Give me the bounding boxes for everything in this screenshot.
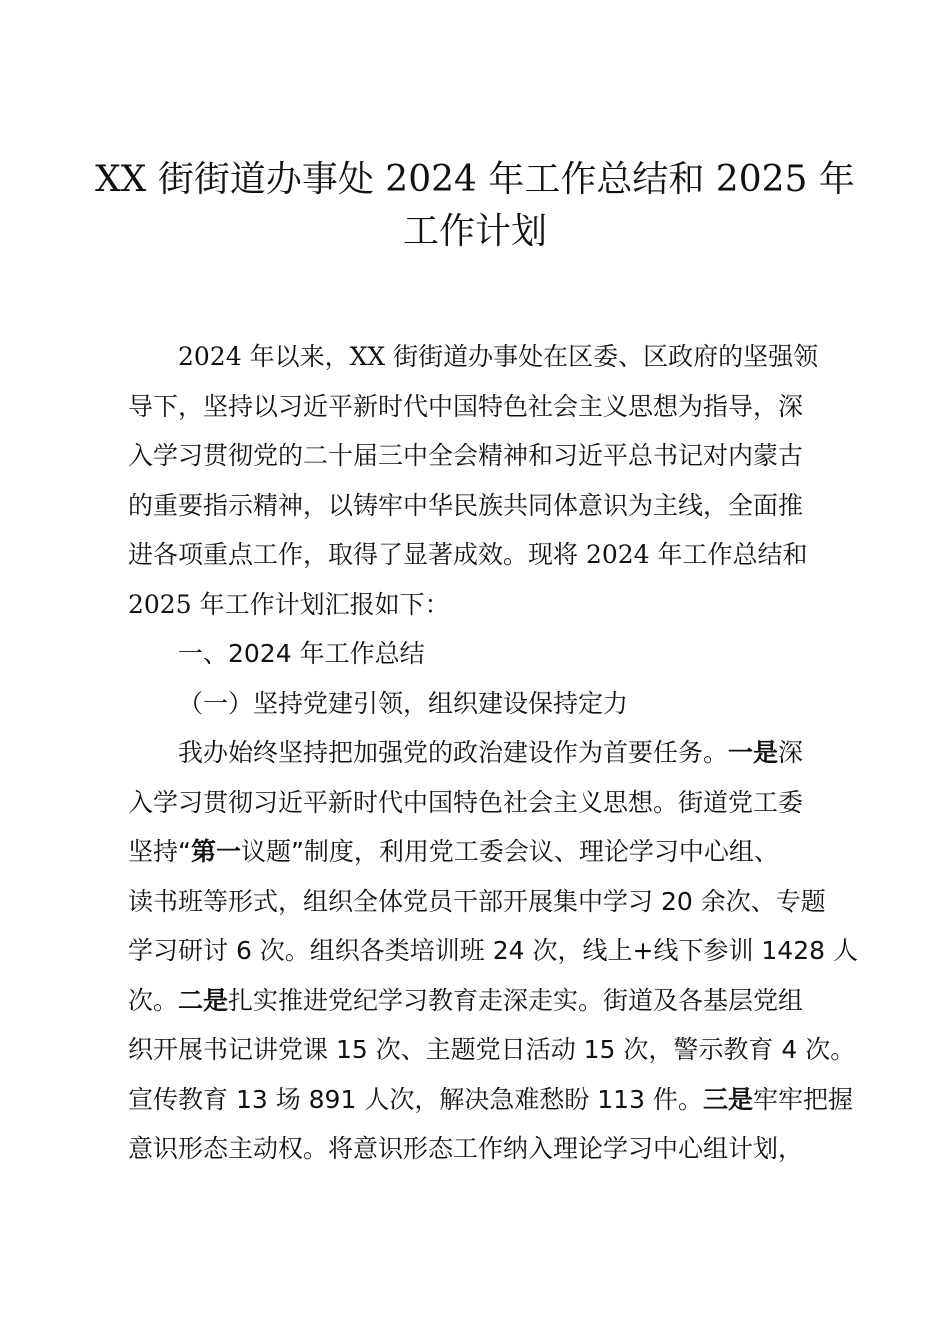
paragraph-text: 深 xyxy=(778,738,804,767)
paragraph-line xyxy=(128,1075,853,1125)
paragraph-line: 意识形态主动权。将意识形态工作纳入理论学习中心组计划， xyxy=(128,1134,804,1163)
intro-line: 2024 年以来，XX 街街道办事处在区委、区政府的坚强领 xyxy=(178,342,819,371)
section-heading: 一、2024 年工作总结 xyxy=(178,639,425,668)
intro-line: 导下，坚持以习近平新时代中国特色社会主义思想为指导，深 xyxy=(128,391,804,421)
paragraph-text: 扎实推进党纪学习教育走深走实。街道及各基层党组 xyxy=(228,985,804,1015)
paragraph-text: 次。 xyxy=(128,985,179,1015)
emphasis-text: 一是 xyxy=(728,738,779,767)
intro-line: 进各项重点工作，取得了显著成效。现将 2024 年工作总结和 xyxy=(128,540,808,569)
paragraph-text: 坚持“ xyxy=(128,837,191,866)
paragraph-text: 议题”制度，利用党工委会议、理论学习中心组、 xyxy=(240,837,779,866)
emphasis-text: 三是 xyxy=(702,1084,753,1114)
paragraph-line: 学习研讨 6 次。组织各类培训班 24 次，线上+线下参训 1428 人 xyxy=(128,936,858,965)
paragraph-text: 我办始终坚持把加强党的政治建设作为首要任务。 xyxy=(178,738,729,767)
paragraph-line: 织开展书记讲党课 15 次、主题党日活动 15 次，警示教育 4 次。 xyxy=(128,1035,856,1064)
paragraph-line xyxy=(128,728,834,778)
paragraph-text: 牢牢把握 xyxy=(752,1084,853,1114)
intro-line: 2025 年工作计划汇报如下： xyxy=(128,589,450,619)
paragraph-text: 宣传教育 13 场 891 人次，解决急难愁盼 113 件。 xyxy=(128,1084,703,1114)
paragraph-line xyxy=(128,976,834,1026)
title-line-1: XX 街街道办事处 2024 年工作总结和 2025 年 xyxy=(95,159,855,200)
title-line-2: 工作计划 xyxy=(402,211,547,252)
paragraph-line xyxy=(128,827,834,877)
intro-line: 的重要指示精神，以铸牢中华民族共同体意识为主线，全面推 xyxy=(128,490,804,520)
subsection-heading: （一）坚持党建引领，组织建设保持定力 xyxy=(178,688,629,718)
paragraph-line: 入学习贯彻习近平新时代中国特色社会主义思想。街道党工委 xyxy=(128,787,804,817)
document-title xyxy=(60,154,890,258)
intro-line: 入学习贯彻党的二十届三中全会精神和习近平总书记对内蒙古 xyxy=(128,441,804,470)
emphasis-text: 第一 xyxy=(190,837,241,866)
emphasis-text: 二是 xyxy=(178,985,229,1015)
document-body xyxy=(128,332,858,1174)
paragraph-line: 读书班等形式，组织全体党员干部开展集中学习 20 余次、专题 xyxy=(128,886,826,916)
